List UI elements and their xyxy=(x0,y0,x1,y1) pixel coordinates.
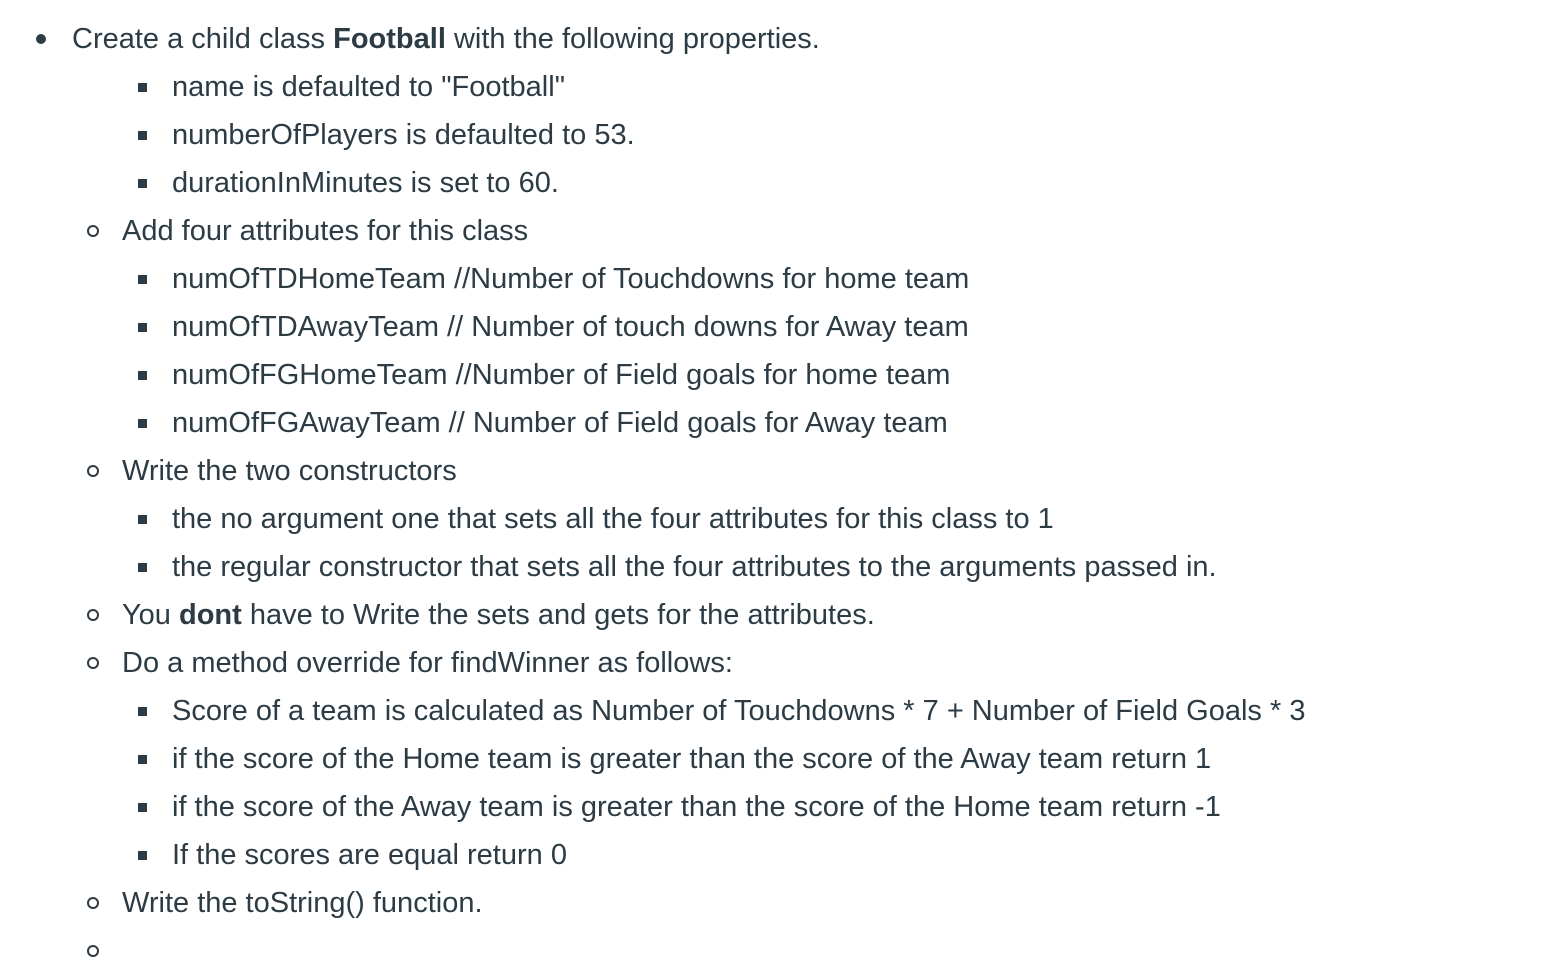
text-segment: if the score of the Away team is greater than the score of the Home team return -1 xyxy=(172,791,1221,823)
list-item-text xyxy=(172,351,950,399)
text-segment: with the following properties. xyxy=(445,23,820,55)
square-bullet-icon xyxy=(138,303,147,351)
text-segment: numOfFGAwayTeam // Number of Field goals for Away team xyxy=(172,407,948,439)
list-item-text xyxy=(122,879,483,927)
text-segment: durationInMinutes is set to 60. xyxy=(172,167,559,199)
text-segment: if the score of the Home team is greater than the score of the Away team return 1 xyxy=(172,743,1212,775)
text-segment: Do a method override for findWinner as follows: xyxy=(122,647,733,679)
list-item-text xyxy=(172,159,559,207)
text-segment: numOfTDHomeTeam //Number of Touchdowns for home team xyxy=(172,263,970,295)
list-item-text xyxy=(122,639,733,687)
text-segment: numberOfPlayers is defaulted to 53. xyxy=(172,119,635,151)
list-item-text xyxy=(172,111,635,159)
square-bullet-icon xyxy=(138,63,147,111)
square-bullet-icon xyxy=(138,831,147,879)
square-bullet-icon xyxy=(138,255,147,303)
square-bullet-icon xyxy=(138,687,147,735)
text-segment: Create a child class xyxy=(72,23,334,55)
list-item-text xyxy=(172,399,948,447)
bold-text: dont xyxy=(179,599,242,631)
list-item-text xyxy=(172,783,1221,831)
disc-bullet-icon xyxy=(36,15,46,63)
list-item-text xyxy=(172,303,969,351)
text-segment: Write the toString() function. xyxy=(122,887,483,919)
square-bullet-icon xyxy=(138,735,147,783)
circle-bullet-icon xyxy=(87,879,99,927)
square-bullet-icon xyxy=(138,495,147,543)
square-bullet-icon xyxy=(138,543,147,591)
text-segment: Add four attributes for this class xyxy=(122,215,529,247)
text-segment: the regular constructor that sets all the four attributes to the arguments passed in. xyxy=(172,551,1217,583)
text-segment: the no argument one that sets all the four attributes for this class to 1 xyxy=(172,503,1054,535)
list-item-text xyxy=(172,831,567,879)
list-item-text xyxy=(122,591,875,639)
list-item-text xyxy=(122,447,457,495)
list-item-text xyxy=(172,543,1217,591)
text-segment: name is defaulted to "Football" xyxy=(172,71,565,103)
bold-text: Football xyxy=(333,23,446,55)
list-item-text xyxy=(172,255,969,303)
list-item-text xyxy=(172,495,1054,543)
circle-bullet-icon xyxy=(87,591,99,639)
text-segment: numOfTDAwayTeam // Number of touch downs for Away team xyxy=(172,311,969,343)
square-bullet-icon xyxy=(138,111,147,159)
list-item-text xyxy=(122,207,528,255)
list-item-text xyxy=(172,63,565,111)
list-item-text xyxy=(72,15,820,63)
circle-bullet-icon xyxy=(87,639,99,687)
text-segment: You xyxy=(122,599,179,631)
square-bullet-icon xyxy=(138,783,147,831)
text-segment: Write the two constructors xyxy=(122,455,457,487)
text-segment: have to Write the sets and gets for the attributes. xyxy=(241,599,875,631)
text-segment: If the scores are equal return 0 xyxy=(172,839,567,871)
square-bullet-icon xyxy=(138,399,147,447)
circle-bullet-icon xyxy=(87,447,99,495)
circle-bullet-icon xyxy=(87,207,99,255)
list-item-text xyxy=(172,687,1305,735)
square-bullet-icon xyxy=(138,351,147,399)
list-item-text xyxy=(172,735,1211,783)
text-segment: numOfFGHomeTeam //Number of Field goals for home team xyxy=(172,359,951,391)
square-bullet-icon xyxy=(138,159,147,207)
circle-bullet-icon xyxy=(87,927,99,975)
text-segment: Score of a team is calculated as Number of Touchdowns * 7 + Number of Field Goals * 3 xyxy=(172,695,1306,727)
